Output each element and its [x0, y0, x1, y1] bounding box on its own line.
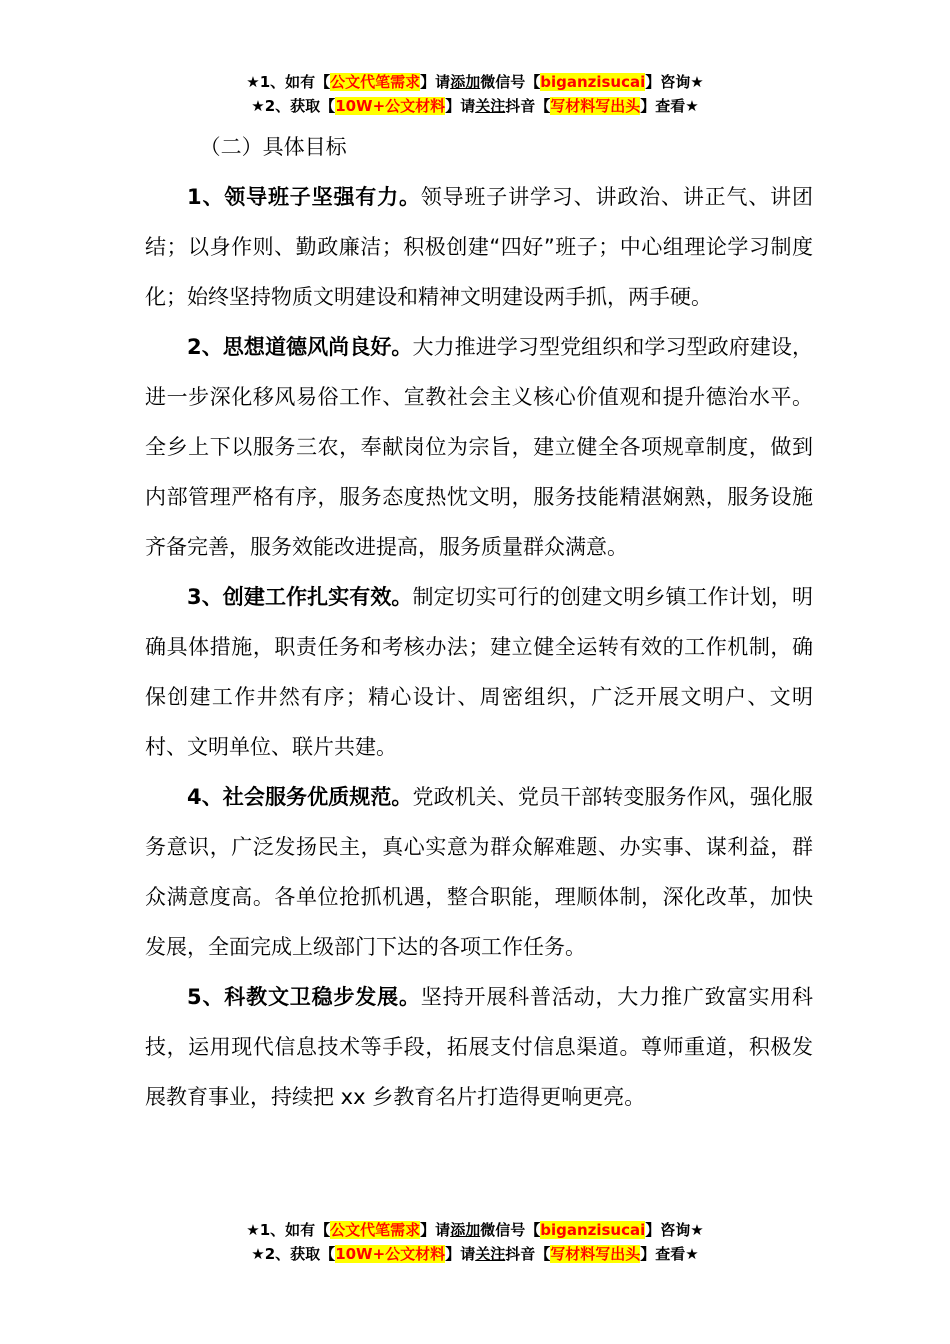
banner-text: 】请: [445, 1245, 476, 1263]
banner-text: 】查看★: [640, 97, 699, 115]
banner-text: ★1、如有【: [246, 1221, 331, 1239]
banner-highlight: 公文代笔需求: [330, 1221, 421, 1239]
paragraph-text: 坚持开展科普活动，大力推广致富实用科技，运用现代信息技术等手段，拓展支付信息渠道。尊师重道，积极发展教育事业，持续把 xx 乡教育名片打造得更响更亮。: [145, 985, 813, 1109]
banner-highlight: 10W+公文材料: [335, 1245, 446, 1263]
banner-highlight: biganzisucai: [540, 1221, 646, 1239]
paragraph-heading: 1、领导班子坚强有力。: [187, 185, 421, 209]
paragraph-text: 领导班子讲学习、讲政治、讲正气、讲团结；以身作则、勤政廉洁；积极创建“四好”班子；中心组理论学习制度化；始终坚持物质文明建设和精神文明建设两手抓，两手硬。: [145, 185, 813, 309]
paragraph-text: 大力推进学习型党组织和学习型政府建设，进一步深化移风易俗工作、宣教社会主义核心价值观和提升德治水平。全乡上下以服务三农，奉献岗位为宗旨，建立健全各项规章制度，做到内部管理严格有序，服务态度热忱文明，服务技能精湛娴熟，服务设施齐备完善，服务效能改进提高，服务质量群众满意。: [145, 335, 813, 559]
document-body: [145, 122, 813, 1122]
paragraph-2: [145, 322, 813, 572]
paragraph-heading: 3、创建工作扎实有效。: [187, 585, 413, 609]
banner-highlight: 10W+公文材料: [335, 97, 446, 115]
paragraph-heading: 5、科教文卫稳步发展。: [187, 985, 421, 1009]
banner-text: 】请: [445, 97, 476, 115]
banner-text: ★2、获取【: [251, 97, 336, 115]
paragraph-4: [145, 772, 813, 972]
banner-text: 微信号【: [480, 1221, 541, 1239]
section-subtitle: （二）具体目标: [199, 135, 347, 159]
banner-text: 】请: [420, 1221, 451, 1239]
banner-highlight: 公文代笔需求: [330, 73, 421, 91]
banner-text: 抖音【: [505, 97, 551, 115]
banner-underline: 关注: [475, 97, 506, 115]
banner-line-2: [0, 1242, 950, 1266]
banner-text: 】咨询★: [645, 73, 704, 91]
banner-text: 抖音【: [505, 1245, 551, 1263]
banner-line-1: [0, 1218, 950, 1242]
paragraph-heading: 2、思想道德风尚良好。: [187, 335, 413, 359]
paragraph-3: [145, 572, 813, 772]
bottom-banner: [0, 1218, 950, 1266]
paragraph-1: [145, 172, 813, 322]
paragraph-text: 党政机关、党员干部转变服务作风，强化服务意识，广泛发扬民主，真心实意为群众解难题、办实事、谋利益，群众满意度高。各单位抢抓机遇，整合职能，理顺体制，深化改革，加快发展，全面完成上级部门下达的各项工作任务。: [145, 785, 813, 959]
banner-highlight: biganzisucai: [540, 73, 646, 91]
banner-underline: 添加: [450, 73, 481, 91]
banner-text: ★2、获取【: [251, 1245, 336, 1263]
paragraph-5: [145, 972, 813, 1122]
banner-highlight: 写材料写出头: [550, 1245, 641, 1263]
banner-text: 】查看★: [640, 1245, 699, 1263]
paragraph-text: 制定切实可行的创建文明乡镇工作计划，明确具体措施，职责任务和考核办法；建立健全运转有效的工作机制，确保创建工作井然有序；精心设计、周密组织，广泛开展文明户、文明村、文明单位、联片共建。: [145, 585, 813, 759]
banner-line-1: [0, 70, 950, 94]
banner-underline: 添加: [450, 1221, 481, 1239]
banner-text: ★1、如有【: [246, 73, 331, 91]
banner-text: 】咨询★: [645, 1221, 704, 1239]
banner-line-2: [0, 94, 950, 118]
banner-highlight: 写材料写出头: [550, 97, 641, 115]
banner-underline: 关注: [475, 1245, 506, 1263]
paragraph-heading: 4、社会服务优质规范。: [187, 785, 413, 809]
banner-text: 微信号【: [480, 73, 541, 91]
banner-text: 】请: [420, 73, 451, 91]
top-banner: [0, 70, 950, 118]
